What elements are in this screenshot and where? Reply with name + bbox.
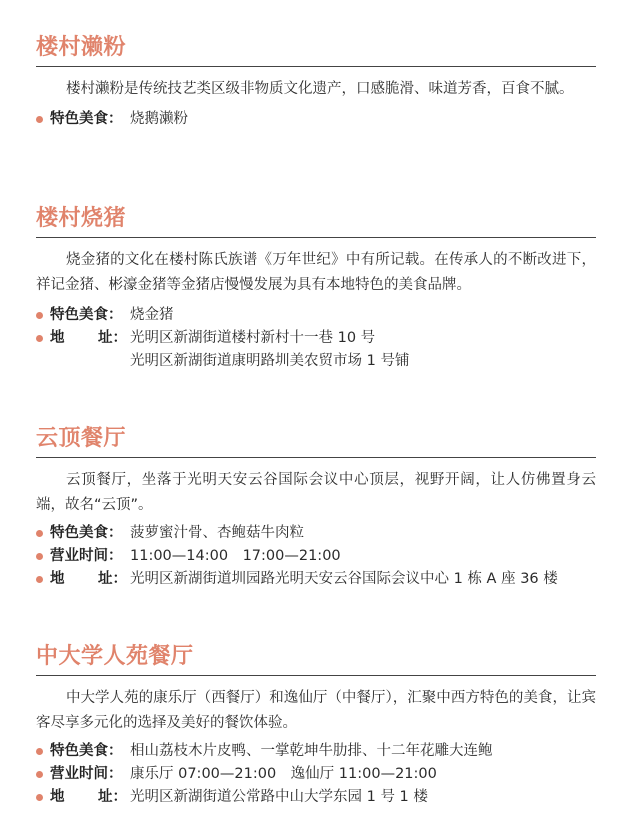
address-label: 地 址： — [50, 330, 127, 346]
specialty-label: 特色美食： — [50, 307, 123, 323]
bullet-dot-icon — [36, 530, 43, 537]
specialty-row — [36, 740, 596, 763]
address-line: 光明区新湖街道楼村新村十一巷 10 号 — [130, 330, 376, 346]
hours-row — [36, 545, 596, 568]
address-row — [36, 786, 596, 809]
specialty-label: 特色美食： — [50, 525, 123, 541]
bullet-dot-icon — [36, 576, 43, 583]
hours-label: 营业时间： — [50, 548, 123, 564]
section-loucun-laifen — [36, 34, 596, 131]
section-title: 楼村烧猪 — [36, 205, 596, 238]
section-description: 楼村濑粉是传统技艺类区级非物质文化遗产，口感脆滑、味道芳香，百食不腻。 — [66, 81, 574, 97]
section-yunding-restaurant — [36, 425, 596, 591]
specialty-value: 烧鹅濑粉 — [130, 111, 188, 127]
bullet-dot-icon — [36, 748, 43, 755]
specialty-value: 相山荔枝木片皮鸭、一掌乾坤牛肋排、十二年花雕大连鲍 — [130, 743, 493, 759]
bullet-dot-icon — [36, 771, 43, 778]
address-label: 地 址： — [50, 571, 127, 587]
section-zhongda-restaurant — [36, 643, 596, 809]
address-value — [130, 327, 409, 373]
address-row — [36, 568, 596, 591]
specialty-row — [36, 304, 596, 327]
specialty-row — [36, 522, 596, 545]
section-title: 楼村濑粉 — [36, 34, 596, 67]
address-value: 光明区新湖街道公常路中山大学东园 1 号 1 楼 — [130, 789, 428, 805]
section-description: 云顶餐厅，坐落于光明天安云谷国际会议中心顶层，视野开阔，让人仿佛置身云端，故名“云顶”。 — [36, 472, 596, 513]
bullet-dot-icon — [36, 312, 43, 319]
address-line: 光明区新湖街道康明路圳美农贸市场 1 号铺 — [130, 353, 410, 369]
specialty-value: 烧金猪 — [130, 307, 174, 323]
specialty-label: 特色美食： — [50, 111, 123, 127]
bullet-dot-icon — [36, 335, 43, 342]
section-description: 烧金猪的文化在楼村陈氏族谱《万年世纪》中有所记载。在传承人的不断改进下，祥记金猪、彬濠金猪等金猪店慢慢发展为具有本地特色的美食品牌。 — [36, 252, 596, 293]
specialty-row — [36, 108, 596, 131]
address-label: 地 址： — [50, 789, 127, 805]
address-row — [36, 327, 596, 373]
address-value: 光明区新湖街道圳园路光明天安云谷国际会议中心 1 栋 A 座 36 楼 — [130, 571, 558, 587]
specialty-value: 菠萝蜜汁骨、杏鲍菇牛肉粒 — [130, 525, 304, 541]
section-loucun-roast-pig — [36, 205, 596, 373]
specialty-label: 特色美食： — [50, 743, 123, 759]
section-title: 云顶餐厅 — [36, 425, 596, 458]
bullet-dot-icon — [36, 794, 43, 801]
hours-label: 营业时间： — [50, 766, 123, 782]
section-title: 中大学人苑餐厅 — [36, 643, 596, 676]
bullet-dot-icon — [36, 116, 43, 123]
hours-value: 11:00—14:00 17:00—21:00 — [130, 548, 341, 564]
bullet-dot-icon — [36, 553, 43, 560]
hours-row — [36, 763, 596, 786]
hours-value: 康乐厅 07:00—21:00 逸仙厅 11:00—21:00 — [130, 766, 437, 782]
section-description: 中大学人苑的康乐厅（西餐厅）和逸仙厅（中餐厅），汇聚中西方特色的美食，让宾客尽享多元化的选择及美好的餐饮体验。 — [36, 690, 596, 731]
